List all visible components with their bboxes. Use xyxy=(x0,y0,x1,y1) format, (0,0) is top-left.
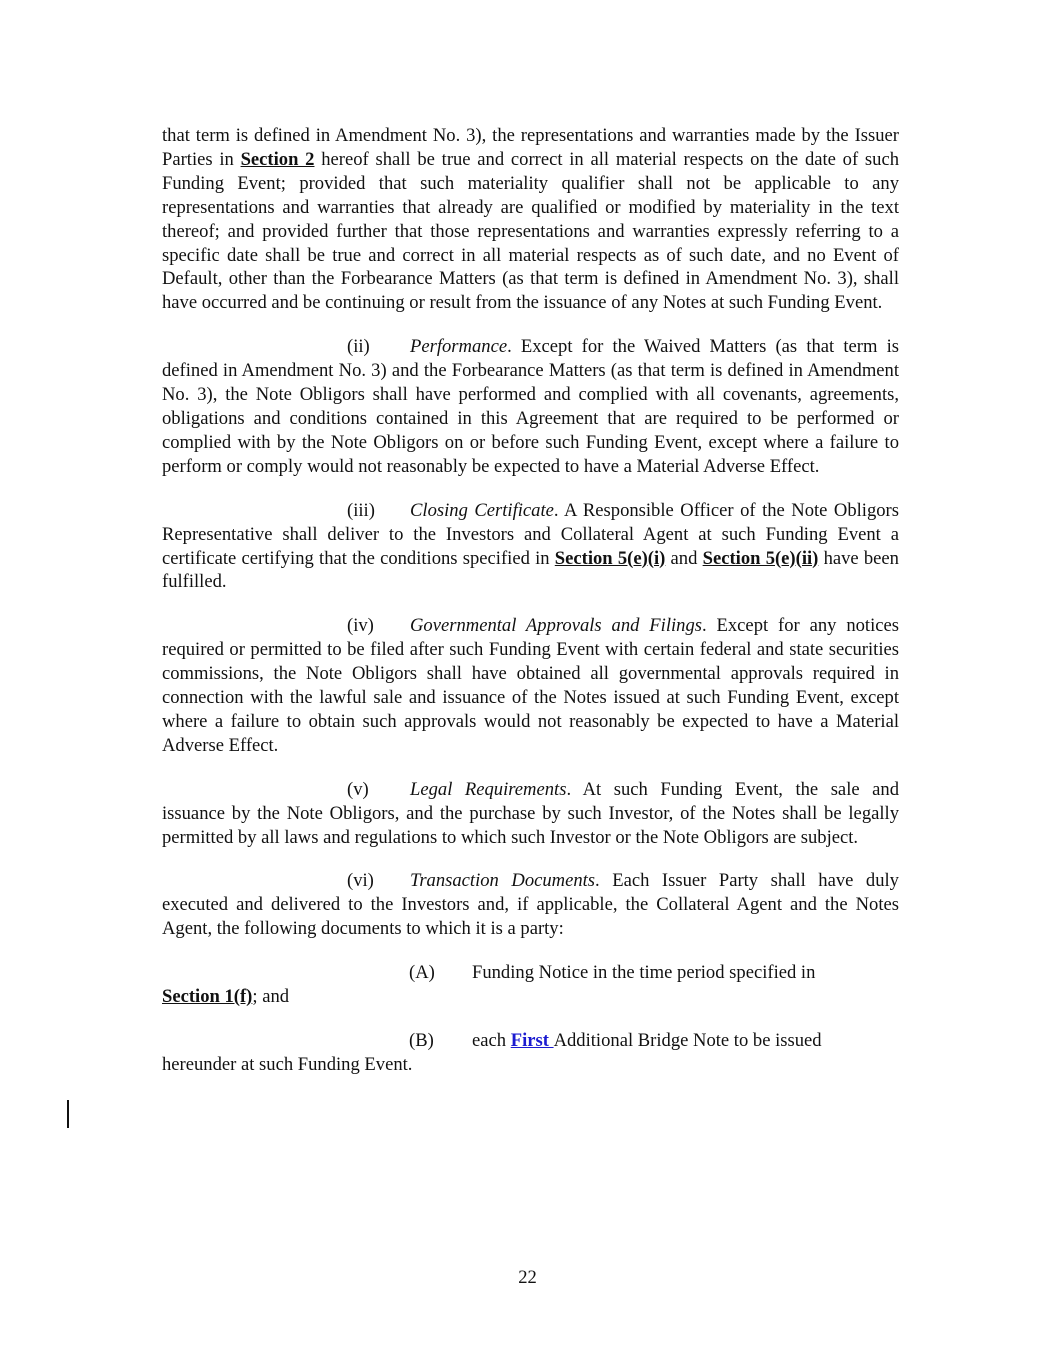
clause-number: (ii) xyxy=(347,336,370,358)
clause-vi xyxy=(162,869,899,941)
clause-heading: Closing Certificate xyxy=(410,499,554,521)
subclause-text: Funding Notice in the time period specified in xyxy=(472,962,816,984)
subclause-B xyxy=(162,1029,899,1077)
text: hereof shall be true and correct in all material respects on the date of such Funding Event; provided that such materiality qualifier shall not be applicable to any representations and warranties that already are qualified or modified by materiality in the text thereof; and provided further that those representations and warranties expressly referring to a specific date shall be true and correct in all material respects as of such date, and no Event of Default, other than the Forbearance Matters (as that term is defined in Amendment No. 3), shall have occurred and be continuing or result from the issuance of any Notes at such Funding Event. xyxy=(162,148,899,314)
clause-ii xyxy=(162,335,899,478)
subclause-number: (B) xyxy=(409,1030,434,1051)
clause-v xyxy=(162,778,899,850)
clause-heading: Transaction Documents xyxy=(410,870,596,892)
clause-text: . Except for the Waived Matters (as that term is defined in Amendment No. 3) and the Forbearance Matters (as that term is defined in Amendment No. 3), the Note Obligors shall have performed and complied with all covenants, agreements, obligations and conditions contained in this Agreement that are required to be performed or complied with by the Note Obligors on or before such Funding Event, except where a failure to perform or comply would not reasonably be expected to have a Material Adverse Effect. xyxy=(162,336,899,477)
clause-text: . Each Issuer Party shall have duly executed and delivered to the Investors and, if applicable, the Collateral Agent and the Notes Agent, the following documents to which it is a party: xyxy=(162,870,899,940)
paragraph-continued xyxy=(162,124,899,315)
clause-heading: Performance xyxy=(410,336,508,358)
section-reference: Section 1(f) xyxy=(162,986,253,1008)
clause-number: (v) xyxy=(347,778,369,800)
clause-text: . Except for any notices required or permitted to be filed after such Funding Event with certain federal and state securities commissions, the Note Obligors shall have obtained all governmental approvals required in connection with the lawful sale and issuance of the Notes issued at such Funding Event, except where a failure to obtain such approvals would not reasonably be expected to have a Material Adverse Effect. xyxy=(162,615,899,756)
clause-number: (vi) xyxy=(347,870,374,892)
subclause-text: Additional Bridge Note to be issued xyxy=(553,1030,822,1051)
clause-text: have been fulfilled. xyxy=(162,547,899,593)
subclause-text: ; and xyxy=(252,986,290,1008)
subclause-A xyxy=(162,961,899,1009)
clause-text: and xyxy=(665,547,703,569)
clause-iii xyxy=(162,499,899,595)
revision-change-bar xyxy=(67,1100,69,1128)
document-page xyxy=(162,124,899,1097)
clause-number: (iii) xyxy=(347,499,375,521)
clause-iv xyxy=(162,614,899,757)
page-number: 22 xyxy=(518,1267,537,1288)
clause-number: (iv) xyxy=(347,615,374,637)
subclause-text: each xyxy=(472,1030,511,1051)
clause-text: . A Responsible Officer of the Note Obligors Representative shall deliver to the Investors and Collateral Agent at such Funding Event a certificate certifying that the conditions specified in xyxy=(162,499,899,569)
clause-text: . At such Funding Event, the sale and issuance by the Note Obligors, and the purchase by such Investor, of the Notes shall be legally permitted by all laws and regulations to which such Investor or the Note Obligors are subject. xyxy=(162,778,899,848)
clause-heading: Legal Requirements xyxy=(410,778,567,800)
text: that term is defined in Amendment No. 3), the representations and warranties made by the Issuer Parties in xyxy=(162,125,899,170)
clause-heading: Governmental Approvals and Filings xyxy=(410,615,702,637)
section-reference: Section 5(e)(ii) xyxy=(702,547,819,569)
section-reference: Section 5(e)(i) xyxy=(554,547,666,569)
section-reference: Section 2 xyxy=(240,148,315,170)
inserted-text: First xyxy=(510,1030,554,1051)
subclause-text: hereunder at such Funding Event. xyxy=(162,1053,413,1075)
subclause-number: (A) xyxy=(409,962,435,984)
